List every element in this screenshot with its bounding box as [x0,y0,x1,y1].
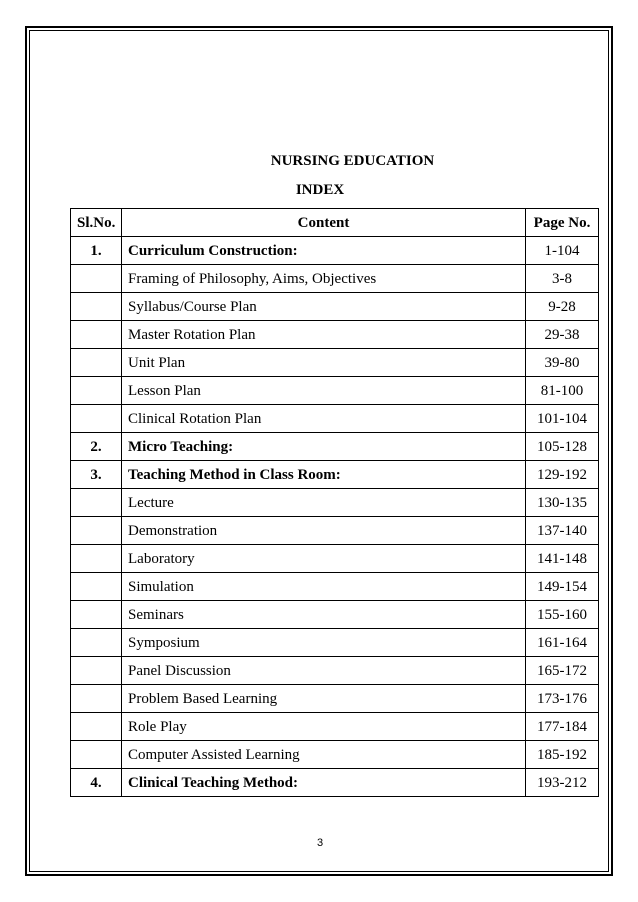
table-row [71,685,599,713]
row-sl-no [71,405,122,433]
row-sl-no [71,657,122,685]
row-sl-no [71,629,122,657]
row-sl-no [71,293,122,321]
table-row [71,741,599,769]
row-page-range: 141-148 [526,545,599,573]
table-row [71,461,599,489]
row-page-range: 81-100 [526,377,599,405]
row-sl-no [71,321,122,349]
table-row [71,713,599,741]
document-title: NURSING EDUCATION [270,153,435,169]
page-number: 3 [316,837,324,849]
row-content: Lesson Plan [122,377,526,405]
row-content: Micro Teaching: [122,433,526,461]
table-row [71,405,599,433]
table-row [71,769,599,797]
row-page-range: 185-192 [526,741,599,769]
table-row [71,237,599,265]
row-page-range: 101-104 [526,405,599,433]
row-page-range: 105-128 [526,433,599,461]
row-content: Unit Plan [122,349,526,377]
table-row [71,573,599,601]
row-content: Syllabus/Course Plan [122,293,526,321]
row-content: Symposium [122,629,526,657]
table-row [71,489,599,517]
row-content: Simulation [122,573,526,601]
row-content: Computer Assisted Learning [122,741,526,769]
row-content: Problem Based Learning [122,685,526,713]
row-content: Demonstration [122,517,526,545]
row-sl-no [71,601,122,629]
table-row [71,545,599,573]
row-sl-no [71,741,122,769]
table-row [71,293,599,321]
table-row [71,601,599,629]
header-content: Content [122,209,526,237]
row-content: Clinical Teaching Method: [122,769,526,797]
row-content: Master Rotation Plan [122,321,526,349]
row-page-range: 177-184 [526,713,599,741]
header-page-no: Page No. [526,209,599,237]
row-page-range: 193-212 [526,769,599,797]
row-sl-no [71,545,122,573]
row-sl-no [71,573,122,601]
row-sl-no [71,377,122,405]
table-row [71,321,599,349]
row-sl-no [71,685,122,713]
row-sl-no: 2. [71,433,122,461]
table-header-row [71,209,599,237]
row-content: Framing of Philosophy, Aims, Objectives [122,265,526,293]
table-row [71,349,599,377]
row-page-range: 39-80 [526,349,599,377]
row-page-range: 3-8 [526,265,599,293]
row-page-range: 155-160 [526,601,599,629]
row-page-range: 29-38 [526,321,599,349]
row-sl-no [71,349,122,377]
row-page-range: 149-154 [526,573,599,601]
index-table [70,208,599,797]
row-page-range: 9-28 [526,293,599,321]
row-page-range: 129-192 [526,461,599,489]
row-sl-no: 3. [71,461,122,489]
table-row [71,517,599,545]
table-row [71,377,599,405]
row-content: Clinical Rotation Plan [122,405,526,433]
row-page-range: 1-104 [526,237,599,265]
row-page-range: 137-140 [526,517,599,545]
row-content: Lecture [122,489,526,517]
row-sl-no [71,517,122,545]
row-content: Curriculum Construction: [122,237,526,265]
table-row [71,657,599,685]
row-sl-no [71,489,122,517]
row-sl-no [71,713,122,741]
row-sl-no: 1. [71,237,122,265]
row-page-range: 165-172 [526,657,599,685]
row-content: Panel Discussion [122,657,526,685]
row-sl-no: 4. [71,769,122,797]
row-content: Seminars [122,601,526,629]
table-row [71,629,599,657]
row-page-range: 130-135 [526,489,599,517]
row-content: Laboratory [122,545,526,573]
table-body [71,237,599,797]
table-row [71,433,599,461]
row-content: Role Play [122,713,526,741]
row-sl-no [71,265,122,293]
index-heading: INDEX [295,182,345,198]
header-sl-no: Sl.No. [71,209,122,237]
row-page-range: 173-176 [526,685,599,713]
row-content: Teaching Method in Class Room: [122,461,526,489]
table-row [71,265,599,293]
row-page-range: 161-164 [526,629,599,657]
